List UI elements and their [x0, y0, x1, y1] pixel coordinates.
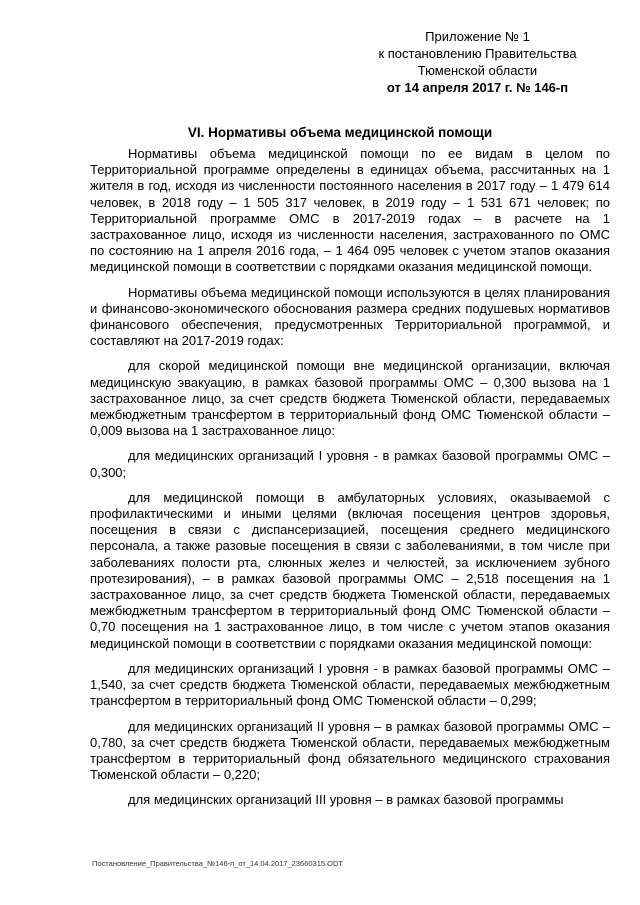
appendix-title: Приложение № 1	[425, 29, 530, 44]
appendix-date-number: от 14 апреля 2017 г. № 146-п	[386, 80, 569, 95]
paragraph: для медицинских организаций II уровня – в рамках базовой программы ОМС – 0,780, за счет средств бюджета Тюменской области, передаваемых межбюджетным трансфертом в территориальный фонд обязательного медицинского страхования Тюменской области – 0,220;	[90, 718, 610, 783]
appendix-block	[340, 28, 615, 96]
paragraph: Нормативы объема медицинской помощи используются в целях планирования и финансово-экономического обоснования размера средних подушевых нормативов финансового обеспечения, предусмотренных Территориальной программой, и составляют на 2017-2019 годах:	[90, 284, 610, 349]
document-body	[90, 146, 610, 818]
appendix-region: Тюменской области	[417, 63, 538, 78]
section-heading: VI. Нормативы объема медицинской помощи	[187, 125, 493, 140]
paragraph: для скорой медицинской помощи вне медицинской организации, включая медицинскую эвакуацию, в рамках базовой программы ОМС – 0,300 вызова на 1 застрахованное лицо, за счет средств бюджета Тюменской области, передаваемых межбюджетным трансфертом в территориальный фонд ОМС Тюменской области – 0,009 вызова на 1 застрахованное лицо:	[90, 358, 610, 439]
paragraph: для медицинской помощи в амбулаторных условиях, оказываемой с профилактическими и иными целями (включая посещения центров здоровья, посещения в связи с диспансеризацией, посещения среднего медицинского персонала, а также разовые посещения в связи с заболеваниями, в том числе при заболеваниях полости рта, слюнных желез и челюстей, за исключением зубного протезирования), – в рамках базовой программы ОМС – 2,518 посещения на 1 застрахованное лицо, за счет средств бюджета Тюменской области, передаваемых межбюджетным трансфертом в территориальный фонд ОМС Тюменской области – 0,70 посещения на 1 застрахованное лицо, в том числе с учетом этапов оказания медицинской помощи в соответствии с порядками оказания медицинской помощи:	[90, 489, 610, 651]
paragraph: для медицинских организаций I уровня - в рамках базовой программы ОМС – 1,540, за счет средств бюджета Тюменской области, передаваемых межбюджетным трансфертом в территориальный фонд ОМС Тюменской области – 0,299;	[90, 660, 610, 709]
file-name-footer: Постановление_Правительства_№146-п_от_14.04.2017_23660315.ODT	[92, 859, 343, 868]
paragraph: Нормативы объема медицинской помощи по ее видам в целом по Территориальной программе определены в единицах объема, рассчитанных на 1 жителя в год, исходя из численности постоянного населения в 2017 году – 1 479 614 человек, в 2018 году – 1 505 317 человек, в 2019 году – 1 531 671 человек; по Территориальной программе ОМС в 2017-2019 годах – в расчете на 1 застрахованное лицо, исходя из численности населения, застрахованного по ОМС по состоянию на 1 апреля 2016 года, – 1 464 095 человек с учетом этапов оказания медицинской помощи в соответствии с порядками оказания медицинской помощи.	[90, 146, 610, 275]
paragraph: для медицинских организаций I уровня - в рамках базовой программы ОМС – 0,300;	[90, 448, 610, 480]
paragraph: для медицинских организаций III уровня – в рамках базовой программы	[128, 792, 564, 808]
appendix-reference: к постановлению Правительства	[378, 46, 577, 61]
